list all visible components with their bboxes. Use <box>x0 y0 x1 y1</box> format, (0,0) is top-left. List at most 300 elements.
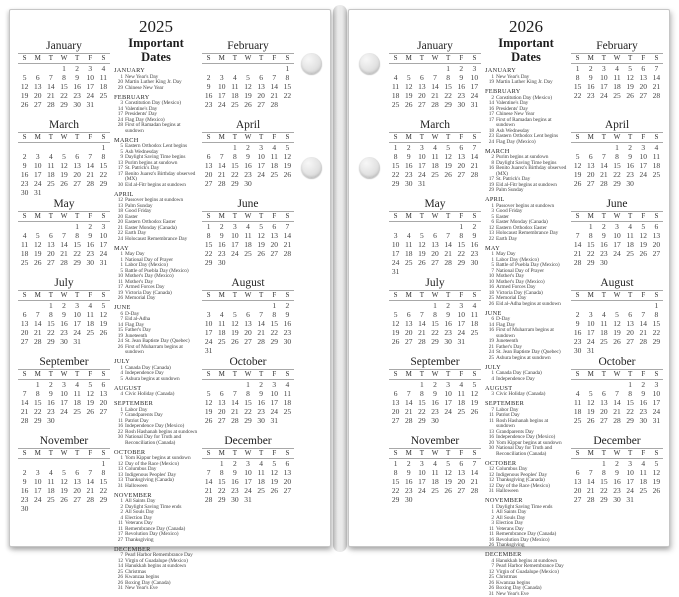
weekday-letter: F <box>455 212 468 222</box>
weekday-letter: M <box>584 212 597 222</box>
day-cell <box>228 258 241 267</box>
date-entry-day: 1 <box>114 408 123 414</box>
day-cell: 25 <box>597 337 610 346</box>
date-entry-text: New Year's Eve <box>496 592 567 597</box>
day-cell: 23 <box>584 91 597 100</box>
weekday-letter: M <box>215 54 228 64</box>
day-cell: 3 <box>597 64 610 74</box>
date-entry-text: All Souls Day <box>125 510 198 516</box>
day-cell <box>415 495 428 504</box>
date-entry-text: National Day for Truth and Reconciliation (Canada) <box>125 435 198 446</box>
month-block <box>571 277 663 356</box>
day-cell: 9 <box>281 310 294 319</box>
week-row <box>18 222 110 232</box>
day-cell: 6 <box>241 310 254 319</box>
day-cell: 5 <box>268 459 281 469</box>
weekday-header-row <box>18 449 110 459</box>
day-cell: 27 <box>402 337 415 346</box>
day-cell: 27 <box>202 179 215 188</box>
day-cell: 7 <box>18 389 31 398</box>
weekday-letter: T <box>415 449 428 459</box>
day-cell: 24 <box>228 249 241 258</box>
weekday-letter: W <box>610 449 623 459</box>
date-entry-day: 26 <box>485 581 494 587</box>
day-cell: 6 <box>428 231 441 240</box>
date-entry-day: 12 <box>114 198 123 204</box>
day-cell <box>202 143 215 153</box>
week-row <box>389 222 481 232</box>
weekday-letter: S <box>468 370 481 380</box>
weekday-letter: S <box>202 370 215 380</box>
day-cell: 3 <box>268 380 281 390</box>
day-cell: 4 <box>571 389 584 398</box>
day-cell: 5 <box>637 222 650 232</box>
day-cell: 11 <box>624 231 637 240</box>
dates-month-header: NOVEMBER <box>114 492 198 499</box>
day-cell <box>468 337 481 346</box>
day-cell <box>571 222 584 232</box>
week-row <box>571 240 663 249</box>
weekday-header-row <box>389 291 481 301</box>
day-cell: 10 <box>84 73 97 82</box>
day-cell: 20 <box>71 170 84 179</box>
date-entry-text: Good Friday <box>496 209 567 215</box>
weekday-letter: F <box>268 133 281 143</box>
day-cell: 2 <box>84 222 97 232</box>
day-cell: 16 <box>402 477 415 486</box>
day-cell: 24 <box>71 328 84 337</box>
date-entry-day: 21 <box>114 226 123 232</box>
day-cell: 25 <box>389 100 402 109</box>
dates-month-header: AUGUST <box>114 385 198 392</box>
date-entry-day: 16 <box>485 285 494 291</box>
day-cell: 8 <box>415 389 428 398</box>
day-cell: 17 <box>31 170 44 179</box>
weekday-letter: S <box>571 133 584 143</box>
day-cell: 26 <box>402 100 415 109</box>
week-row <box>389 301 481 311</box>
weekday-letter: T <box>415 291 428 301</box>
day-cell: 10 <box>468 73 481 82</box>
day-cell: 9 <box>84 231 97 240</box>
weekday-letter: W <box>428 54 441 64</box>
weekday-letter: T <box>597 370 610 380</box>
day-cell: 26 <box>442 486 455 495</box>
week-row <box>202 91 294 100</box>
day-cell <box>215 64 228 74</box>
day-cell: 7 <box>281 222 294 232</box>
day-cell: 23 <box>428 407 441 416</box>
date-entry-day: 26 <box>485 586 494 592</box>
day-cell: 11 <box>637 468 650 477</box>
day-cell: 17 <box>610 240 623 249</box>
week-row <box>571 416 663 425</box>
dates-month-header: MARCH <box>485 148 567 155</box>
day-cell: 8 <box>389 152 402 161</box>
weekday-letter: T <box>71 212 84 222</box>
day-cell: 27 <box>215 416 228 425</box>
day-cell: 3 <box>584 310 597 319</box>
date-entry-day: 1 <box>114 263 123 269</box>
day-cell: 6 <box>584 152 597 161</box>
day-cell: 11 <box>468 310 481 319</box>
day-cell: 1 <box>97 459 110 469</box>
day-cell <box>597 346 610 355</box>
weekday-letter: F <box>455 54 468 64</box>
date-entry-text: First of Ramadan begins at sundown <box>125 123 198 134</box>
day-cell <box>241 346 254 355</box>
calendar-table <box>389 290 481 346</box>
weekday-header-row <box>18 291 110 301</box>
day-cell: 31 <box>202 346 215 355</box>
weekday-header-row <box>389 212 481 222</box>
day-cell: 20 <box>202 170 215 179</box>
day-cell: 7 <box>255 310 268 319</box>
day-cell <box>415 267 428 276</box>
day-cell: 20 <box>650 240 663 249</box>
date-entry-text: Civic Holiday (Canada) <box>496 392 567 398</box>
weekday-letter: F <box>637 133 650 143</box>
day-cell: 31 <box>468 100 481 109</box>
weekday-letter: M <box>31 449 44 459</box>
day-cell: 15 <box>584 240 597 249</box>
date-entry-text: Day of the Race (Mexico) <box>496 484 567 490</box>
day-cell: 15 <box>97 161 110 170</box>
day-cell <box>442 222 455 232</box>
weeks-body <box>202 143 294 189</box>
day-cell: 17 <box>597 82 610 91</box>
day-cell: 8 <box>389 468 402 477</box>
day-cell: 30 <box>610 495 623 504</box>
day-cell: 3 <box>31 152 44 161</box>
day-cell: 18 <box>241 240 254 249</box>
weekday-letter: S <box>202 291 215 301</box>
weekday-letter: T <box>44 370 57 380</box>
day-cell: 24 <box>57 407 70 416</box>
weeks-body <box>389 143 481 189</box>
day-cell: 18 <box>624 240 637 249</box>
weekday-letter: M <box>584 449 597 459</box>
weeks-body <box>571 301 663 356</box>
day-cell: 12 <box>268 468 281 477</box>
weekday-letter: W <box>428 370 441 380</box>
dates-month-header: DECEMBER <box>485 551 567 558</box>
day-cell: 4 <box>44 468 57 477</box>
week-row <box>18 310 110 319</box>
day-cell: 10 <box>650 389 663 398</box>
week-row <box>571 301 663 311</box>
day-cell: 25 <box>571 416 584 425</box>
day-cell: 12 <box>415 240 428 249</box>
day-cell: 8 <box>31 389 44 398</box>
month-block <box>18 277 110 356</box>
day-cell <box>637 301 650 311</box>
day-cell: 1 <box>584 222 597 232</box>
day-cell: 18 <box>428 477 441 486</box>
day-cell: 22 <box>610 170 623 179</box>
day-cell <box>71 188 84 197</box>
date-entry-text: Flag Day (Mexico) <box>496 140 567 146</box>
date-entry-day: 14 <box>114 107 123 113</box>
day-cell: 31 <box>268 416 281 425</box>
weeks-body <box>389 64 481 110</box>
day-cell: 23 <box>57 328 70 337</box>
date-entry-day: 30 <box>114 183 123 189</box>
day-cell: 21 <box>428 91 441 100</box>
date-entry-text: Purim begins at sundown <box>496 155 567 161</box>
calendar-table <box>571 211 663 267</box>
weekday-header-row <box>571 133 663 143</box>
weekday-letter: T <box>442 370 455 380</box>
day-cell: 21 <box>584 486 597 495</box>
weekday-letter: S <box>389 133 402 143</box>
date-entry-text: All Saints Day <box>496 510 567 516</box>
date-entry <box>114 377 198 383</box>
day-cell <box>584 143 597 153</box>
day-cell: 29 <box>202 258 215 267</box>
day-cell: 8 <box>228 152 241 161</box>
weekday-letter: T <box>624 212 637 222</box>
weekday-letter: W <box>610 133 623 143</box>
day-cell <box>44 64 57 74</box>
date-entry-day: 19 <box>485 183 494 189</box>
day-cell <box>255 258 268 267</box>
date-entry-text: Ash Wednesday <box>125 150 198 156</box>
day-cell <box>44 188 57 197</box>
weekday-letter: W <box>57 291 70 301</box>
weekday-letter: F <box>455 291 468 301</box>
day-cell: 13 <box>584 161 597 170</box>
dates-month-header: JANUARY <box>485 67 567 74</box>
weekday-header-row <box>202 449 294 459</box>
weekday-header-row <box>571 370 663 380</box>
weekday-letter: M <box>215 212 228 222</box>
weekday-letter: S <box>389 449 402 459</box>
date-entry-text: Pearl Harbor Remembrance Day <box>496 564 567 570</box>
day-cell: 26 <box>268 486 281 495</box>
day-cell: 31 <box>241 495 254 504</box>
day-cell: 17 <box>389 249 402 258</box>
day-cell <box>57 143 70 153</box>
weekday-letter: W <box>610 54 623 64</box>
day-cell <box>215 301 228 311</box>
day-cell <box>415 222 428 232</box>
date-entry-day: 13 <box>114 161 123 167</box>
day-cell: 10 <box>255 152 268 161</box>
date-entry-day: 14 <box>114 323 123 329</box>
weekday-letter: T <box>255 370 268 380</box>
week-row <box>389 258 481 267</box>
day-cell: 12 <box>241 82 254 91</box>
day-cell: 7 <box>650 64 663 74</box>
day-cell <box>650 346 663 355</box>
weekday-letter: F <box>84 212 97 222</box>
date-entry-text: Thanksgiving (Canada) <box>496 478 567 484</box>
day-cell <box>624 346 637 355</box>
day-cell: 12 <box>442 468 455 477</box>
day-cell: 27 <box>624 337 637 346</box>
date-entry-day: 6 <box>114 312 123 318</box>
day-cell: 25 <box>428 486 441 495</box>
weekday-letter: S <box>202 133 215 143</box>
day-cell: 26 <box>637 249 650 258</box>
date-entry-text: Independence Day <box>125 371 198 377</box>
day-cell <box>202 64 215 74</box>
calendar-table <box>202 132 294 188</box>
day-cell: 23 <box>455 91 468 100</box>
date-entry-day: 1 <box>485 252 494 258</box>
day-cell: 1 <box>428 301 441 311</box>
week-row <box>18 143 110 153</box>
week-row <box>571 459 663 469</box>
day-cell: 8 <box>624 389 637 398</box>
day-cell: 30 <box>402 179 415 188</box>
day-cell: 7 <box>571 231 584 240</box>
day-cell: 10 <box>241 468 254 477</box>
weekday-letter: T <box>442 291 455 301</box>
day-cell: 29 <box>97 495 110 504</box>
day-cell <box>228 346 241 355</box>
weeks-body <box>202 222 294 268</box>
date-entry <box>114 538 198 544</box>
day-cell: 22 <box>281 91 294 100</box>
day-cell: 4 <box>44 152 57 161</box>
week-row <box>389 91 481 100</box>
weekday-letter: M <box>31 212 44 222</box>
day-cell: 23 <box>624 170 637 179</box>
day-cell: 28 <box>18 416 31 425</box>
day-cell: 12 <box>84 389 97 398</box>
day-cell: 9 <box>468 231 481 240</box>
day-cell: 14 <box>442 240 455 249</box>
week-row <box>389 328 481 337</box>
week-row <box>571 143 663 153</box>
week-row <box>18 389 110 398</box>
day-cell <box>389 222 402 232</box>
day-cell: 18 <box>281 398 294 407</box>
day-cell: 15 <box>268 319 281 328</box>
day-cell: 31 <box>389 267 402 276</box>
date-entry-text: Mother's Day <box>125 280 198 286</box>
day-cell: 6 <box>215 389 228 398</box>
day-cell <box>18 222 31 232</box>
weekday-letter: S <box>468 133 481 143</box>
date-entry <box>485 237 567 243</box>
date-entry-text: Eastern Orthodox Easter <box>496 226 567 232</box>
week-row <box>389 310 481 319</box>
day-cell: 3 <box>31 468 44 477</box>
day-cell: 23 <box>18 495 31 504</box>
date-entry-text: St. Jean Baptiste Day (Quebec) <box>125 339 198 345</box>
day-cell: 8 <box>650 310 663 319</box>
day-cell: 16 <box>215 240 228 249</box>
day-cell: 20 <box>281 477 294 486</box>
day-cell: 7 <box>268 73 281 82</box>
weekday-letter: T <box>624 370 637 380</box>
weekday-letter: M <box>402 133 415 143</box>
day-cell: 14 <box>650 73 663 82</box>
day-cell: 28 <box>468 170 481 179</box>
weekday-letter: T <box>44 291 57 301</box>
date-entry-day: 20 <box>114 80 123 86</box>
date-entry-day: 25 <box>485 575 494 581</box>
day-cell: 17 <box>415 161 428 170</box>
day-cell: 8 <box>455 231 468 240</box>
day-cell: 13 <box>268 231 281 240</box>
date-entry-text: Eid al-Fitr begins at sundown <box>496 183 567 189</box>
date-entry-day: 5 <box>114 377 123 383</box>
date-entry-day: 31 <box>485 489 494 495</box>
day-cell <box>97 337 110 346</box>
day-cell: 2 <box>597 222 610 232</box>
weeks-body <box>18 143 110 198</box>
weekday-letter: T <box>255 212 268 222</box>
day-cell: 15 <box>202 240 215 249</box>
date-entry-text: Victoria Day (Canada) <box>496 291 567 297</box>
day-cell: 16 <box>571 328 584 337</box>
date-entry <box>485 302 567 308</box>
date-entry-day: 20 <box>114 220 123 226</box>
date-entry-day: 11 <box>114 527 123 533</box>
weekday-letter: F <box>455 449 468 459</box>
month-block <box>18 40 110 119</box>
month-name: January <box>18 40 110 53</box>
day-cell: 17 <box>268 398 281 407</box>
day-cell: 24 <box>268 407 281 416</box>
month-name: June <box>571 198 663 211</box>
date-entry-text: National Day of Prayer <box>125 258 198 264</box>
calendar-table <box>571 369 663 425</box>
weekday-letter: F <box>84 449 97 459</box>
day-cell: 7 <box>597 152 610 161</box>
week-row <box>389 380 481 390</box>
date-entry-day: 24 <box>485 140 494 146</box>
date-entry-text: Day of the Race (Mexico) <box>125 462 198 468</box>
day-cell: 28 <box>228 416 241 425</box>
date-entry-text: Daylight Saving Time begins <box>125 155 198 161</box>
week-row <box>571 407 663 416</box>
day-cell: 31 <box>624 495 637 504</box>
day-cell <box>31 301 44 311</box>
date-entry-text: Easter <box>496 215 567 221</box>
day-cell: 8 <box>428 310 441 319</box>
day-cell: 12 <box>571 161 584 170</box>
day-cell <box>442 267 455 276</box>
day-cell <box>571 301 584 311</box>
date-entry-day: 1 <box>485 75 494 81</box>
date-entry-text: St. Jean Baptiste Day (Quebec) <box>496 350 567 356</box>
day-cell: 21 <box>84 486 97 495</box>
day-cell: 8 <box>597 468 610 477</box>
day-cell: 2 <box>215 222 228 232</box>
date-entry-day: 5 <box>114 144 123 150</box>
date-entry-day: 3 <box>485 209 494 215</box>
weekday-letter: M <box>31 370 44 380</box>
dates-month-header: OCTOBER <box>485 460 567 467</box>
day-cell: 17 <box>455 319 468 328</box>
day-cell: 4 <box>455 380 468 390</box>
date-entry-day: 26 <box>114 345 123 356</box>
date-entry-day: 7 <box>114 553 123 559</box>
weekday-header-row <box>18 370 110 380</box>
month-block <box>571 119 663 198</box>
day-cell: 6 <box>268 222 281 232</box>
day-cell: 27 <box>71 495 84 504</box>
date-entry-text: Halloween <box>496 489 567 495</box>
day-cell: 27 <box>389 416 402 425</box>
date-entry-day: 14 <box>114 564 123 570</box>
dates-month-header: FEBRUARY <box>485 88 567 95</box>
